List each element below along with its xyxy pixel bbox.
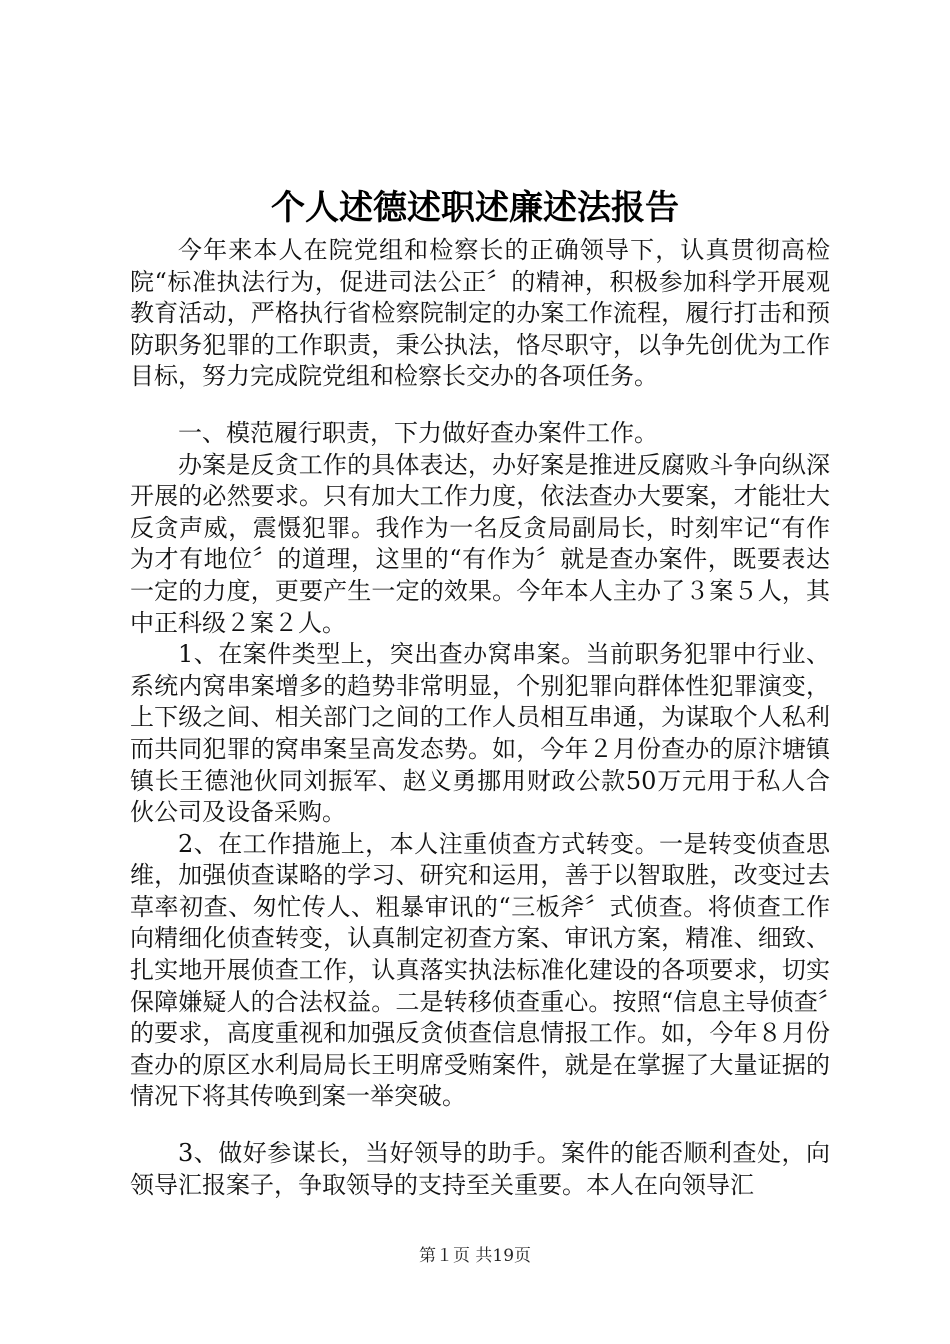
- document-title: 个人述德述职述廉述法报告: [271, 188, 679, 228]
- section-heading-1: 一、模范履行职责，下力做好查办案件工作。: [178, 418, 658, 447]
- paragraph-point-3: 3、做好参谋长，当好领导的助手。案件的能否顺利查处，向领导汇报案子，争取领导的支持至关重要。本人在向领导汇: [130, 1139, 830, 1199]
- paragraph-point-1: 1、在案件类型上，突出查办窝串案。当前职务犯罪中行业、系统内窝串案增多的趋势非常明显，个别犯罪向群体性犯罪演变，上下级之间、相关部门之间的工作人员相互串通，为谋取个人私利而共同犯罪的窝串案呈高发态势。如，今年２月份查办的原汴塘镇镇长王德池伙同刘振军、赵义勇挪用财政公款50万元用于私人合伙公司及设备采购。: [130, 640, 830, 827]
- paragraph-intro: 今年来本人在院党组和检察长的正确领导下，认真贯彻高检院“标准执法行为，促进司法公正〞的精神，积极参加科学开展观教育活动，严格执行省检察院制定的办案工作流程，履行打击和预防职务犯罪的工作职责，秉公执法，恪尽职守，以争先创优为工作目标，努力完成院党组和检察长交办的各项任务。: [130, 236, 830, 391]
- paragraph-gap: [130, 1113, 830, 1138]
- page-number-footer: 第１页 共19页: [418, 1246, 532, 1266]
- paragraph-case-handling: 办案是反贪工作的具体表达，办好案是推进反腐败斗争向纵深开展的必然要求。只有加大工作力度，依法查办大要案，才能壮大反贪声威，震慑犯罪。我作为一名反贪局副局长，时刻牢记“有作为才有地位〞的道理，这里的“有作为〞就是查办案件，既要表达一定的力度，更要产生一定的效果。今年本人主办了３案５人，其中正科级２案２人。: [130, 450, 830, 637]
- paragraph-gap: [130, 393, 830, 418]
- document-body: [130, 235, 830, 1201]
- paragraph-point-2: 2、在工作措施上，本人注重侦查方式转变。一是转变侦查思维，加强侦查谋略的学习、研究和运用，善于以智取胜，改变过去草率初查、匆忙传人、粗暴审讯的“三板斧〞式侦查。将侦查工作向精细化侦查转变，认真制定初查方案、审讯方案，精准、细致、扎实地开展侦查工作，认真落实执法标准化建设的各项要求，切实保障嫌疑人的合法权益。二是转移侦查重心。按照“信息主导侦查〞的要求，高度重视和加强反贪侦查信息情报工作。如，今年８月份查办的原区水利局局长王明席受贿案件，就是在掌握了大量证据的情况下将其传唤到案一举突破。: [130, 829, 830, 1111]
